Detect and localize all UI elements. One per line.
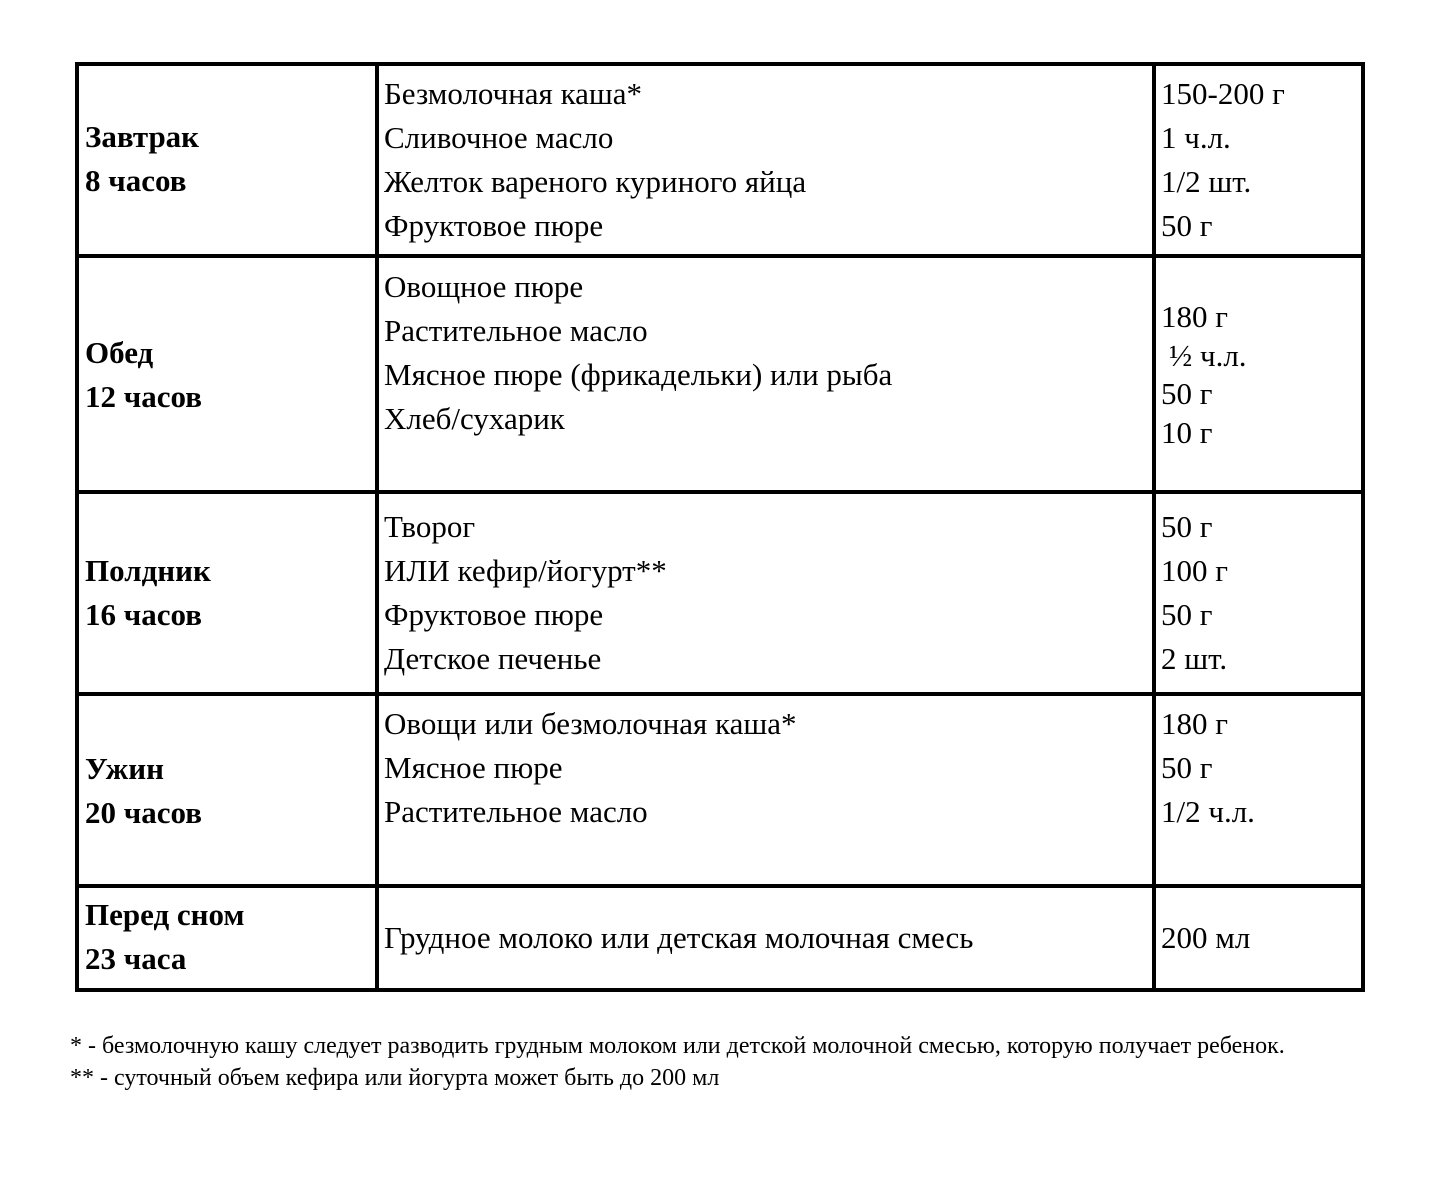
food-item: Детское печенье	[384, 641, 602, 676]
food-item: Хлеб/сухарик	[384, 401, 565, 436]
amounts-cell	[1154, 64, 1363, 256]
food-item: Фруктовое пюре	[384, 208, 604, 243]
items-cell	[377, 694, 1154, 886]
food-amount: 180 г	[1161, 706, 1228, 741]
table-row-dinner	[77, 694, 1363, 886]
food-amount: 180 г	[1161, 299, 1228, 334]
meal-time: 16 часов	[85, 597, 202, 632]
food-amount: 1/2 ч.л.	[1161, 794, 1255, 829]
meal-name: Полдник	[85, 553, 211, 588]
food-item: Желток вареного куриного яйца	[384, 164, 807, 199]
meal-name: Ужин	[85, 751, 164, 786]
food-amount: 100 г	[1161, 553, 1228, 588]
meal-cell	[77, 64, 377, 256]
meal-name: Перед сном	[85, 897, 245, 932]
food-item: Фруктовое пюре	[384, 597, 604, 632]
items-cell	[377, 256, 1154, 492]
items-cell	[377, 492, 1154, 694]
food-amount: 10 г	[1161, 414, 1213, 450]
meal-name: Завтрак	[85, 119, 200, 154]
meal-name: Обед	[85, 335, 154, 370]
items-cell	[377, 886, 1154, 990]
food-amount: 2 шт.	[1161, 641, 1228, 676]
food-item: Овощное пюре	[384, 269, 584, 304]
footnote-porridge: * - безмолочную кашу следует разводить грудным молоком или детской молочной смесью, которую получает ребенок.	[70, 1033, 1285, 1059]
meal-time: 12 часов	[85, 379, 202, 414]
food-item: Растительное масло	[384, 313, 648, 348]
food-item: Безмолочная каша*	[384, 76, 643, 111]
meal-time: 8 часов	[85, 163, 187, 198]
table-row-lunch	[77, 256, 1363, 492]
food-item: Растительное масло	[384, 794, 648, 829]
meal-cell	[77, 256, 377, 492]
food-item: Овощи или безмолочная каша*	[384, 706, 797, 741]
amounts-cell	[1154, 256, 1363, 492]
food-item: Мясное пюре	[384, 750, 563, 785]
table-row-afternoon-snack	[77, 492, 1363, 694]
meal-cell	[77, 694, 377, 886]
table-row-breakfast	[77, 64, 1363, 256]
meal-time: 23 часа	[85, 941, 187, 976]
table-row-before-sleep	[77, 886, 1363, 990]
food-amount: 50 г	[1161, 509, 1213, 544]
meal-cell	[77, 886, 377, 990]
amounts-cell	[1154, 886, 1363, 990]
amounts-cell	[1154, 694, 1363, 886]
food-amount: 200 мл	[1161, 920, 1251, 955]
food-amount: 150-200 г	[1161, 76, 1285, 111]
food-amount: 50 г	[1161, 208, 1213, 243]
meal-time: 20 часов	[85, 795, 202, 830]
food-amount: ½ ч.л.	[1169, 337, 1247, 373]
amounts-cell	[1154, 492, 1363, 694]
footnote-kefir: ** - суточный объем кефира или йогурта может быть до 200 мл	[70, 1065, 720, 1091]
footnotes	[70, 1030, 1367, 1094]
food-item: Сливочное масло	[384, 120, 614, 155]
feeding-schedule-table	[75, 62, 1365, 992]
food-amount: 1 ч.л.	[1161, 120, 1231, 155]
food-amount: 1/2 шт.	[1161, 164, 1252, 199]
food-item: Мясное пюре (фрикадельки) или рыба	[384, 357, 893, 392]
items-cell	[377, 64, 1154, 256]
food-amount: 50 г	[1161, 376, 1213, 411]
food-item: Грудное молоко или детская молочная смесь	[384, 920, 974, 955]
food-amount: 50 г	[1161, 597, 1213, 632]
food-amount: 50 г	[1161, 750, 1213, 785]
meal-cell	[77, 492, 377, 694]
food-item: Творог	[384, 509, 476, 544]
food-item: ИЛИ кефир/йогурт**	[384, 553, 667, 588]
